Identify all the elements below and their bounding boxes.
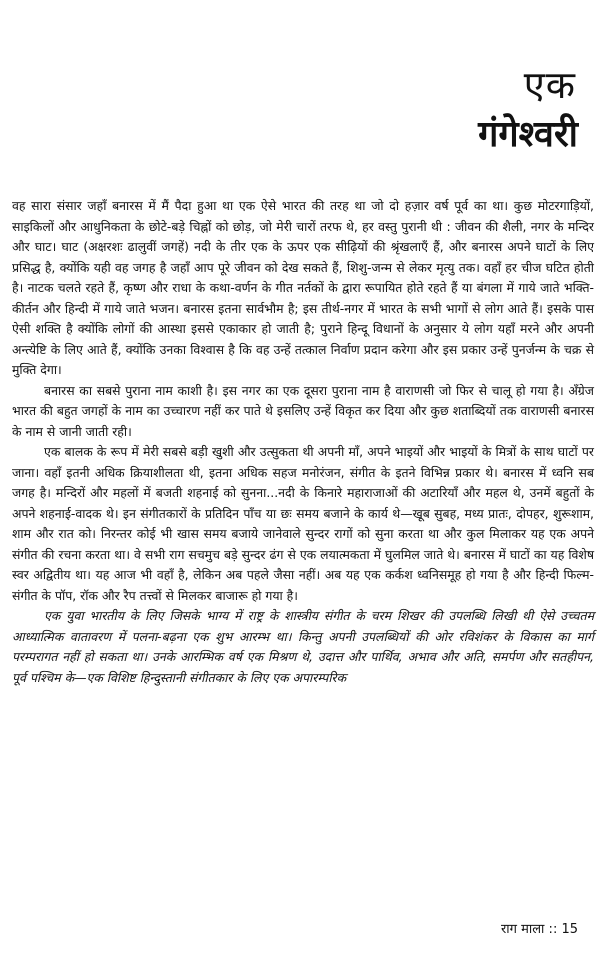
chapter-number: एक	[523, 63, 576, 107]
paragraph-4: एक युवा भारतीय के लिए जिसके भाग्य में राष्ट्र के शास्त्रीय संगीत के चरम शिखर की उपलब्धि लिखी थी ऐसे उच्चतम आध्यात्मिक वातावरण में पलना-बढ़ना एक शुभ आरम्भ था। किन्तु अपनी उपलब्धियों की ओर रविशंकर के विकास का मार्ग परम्परागत नहीं हो सकता था। उनके आरम्भिक वर्ष एक मिश्रण थे, उदात्त और पार्थिव, अभाव और अति, समर्पण और सतहीपन, पूर्व पश्चिम के—एक विशिष्ट हिन्दुस्तानी संगीतकार के लिए एक अपारम्परिक	[12, 608, 594, 685]
page-footer: राग माला :: 15	[500, 922, 578, 937]
body-text	[12, 196, 594, 688]
paragraph-2: बनारस का सबसे पुराना नाम काशी है। इस नगर का एक दूसरा पुराना नाम है वाराणसी जो फिर से चालू हो गया है। अँग्रेज भारत की बहुत जगहों के नाम का उच्चारण नहीं कर पाते थे इसलिए उन्हें विकृत कर दिया और कुछ शताब्दियों तक वाराणसी बनारस के नाम से जानी जाती रही।	[12, 382, 594, 439]
chapter-title: गंगेश्वरी	[478, 114, 578, 155]
paragraph-1: वह सारा संसार जहाँ बनारस में मैं पैदा हुआ था एक ऐसे भारत की तरह था जो दो हज़ार वर्ष पूर्व का था। कुछ मोटरगाड़ियों, साइकिलों और आधुनिकता के छोटे-बड़े चिह्नों को छोड़, जो मेरी चारों तरफ थे, हर वस्तु पुरानी थी : जीवन की शैली, नगर के मन्दिर और घाट। घाट (अक्षरशः ढालुवीं जगहें) नदी के तीर एक के ऊपर एक सीढ़ियों की श्रृंखलाएँ हैं, और बनारस अपने घाटों के लिए प्रसिद्ध है, क्योंकि यही वह जगह है जहाँ आप पूरे जीवन को देख सकते हैं, शिशु-जन्म से लेकर मृत्यु तक। वहाँ हर चीज घटित होती है। नाटक चलते रहते हैं, कृष्ण और राधा के कथा-वर्णन के गीत नर्तकों के द्वारा रूपायित होते रहते हैं या बंगला में गाये जाते भक्ति-कीर्तन और हिन्दी में गाये जाते भजन। बनारस इतना सार्वभौम है; इस तीर्थ-नगर में भारत के सभी भागों से लोग आते हैं। इसके पास ऐसी शक्ति है क्योंकि लोगों की आस्था इससे एकाकार हो जाती है; पुराने हिन्दू विधानों के अनुसार ये लोग यहाँ मरने और अपनी अन्त्येष्टि के लिए आते हैं, क्योंकि उनका विश्वास है कि वह उन्हें तत्काल निर्वाण प्रदान करेगा और इस प्रकार उन्हें पुनर्जन्म के चक्र से मुक्ति देगा।	[12, 198, 594, 377]
paragraph-3: एक बालक के रूप में मेरी सबसे बड़ी खुशी और उत्सुकता थी अपनी माँ, अपने भाइयों और भाइयों के मित्रों के साथ घाटों पर जाना। वहाँ इतनी अधिक क्रियाशीलता थी, इतना अधिक सहज मनोरंजन, संगीत के इतने विभिन्न प्रकार थे। बनारस में ध्वनि सब जगह है। मन्दिरों और महलों में बजती शहनाई को सुनना...नदी के किनारे महाराजाओं की अटारियाँ और महल थे, उनमें बहुतों के अपने शहनाई-वादक थे। इन संगीतकारों के प्रतिदिन पाँच या छः समय बजाने के कार्य थे—खूब सुबह, मध्य प्रातः, दोपहर, शुरूशाम, शाम और रात को। निरन्तर कोई भी खास समय बजाये जानेवाले सुन्दर रागों को सुना करता था और कुल मिलाकर यह एक अपने संगीत की रचना करता था। वे सभी राग सचमुच बड़े सुन्दर ढंग से एक लयात्मकता में घुलमिल जाते थे। बनारस में घाटों का यह विशेष स्वर अद्वितीय था। यह आज भी वहाँ है, लेकिन अब पहले जैसा नहीं। अब यह एक कर्कश ध्वनिसमूह हो गया है और हिन्दी फिल्म-संगीत के पॉप, रॉक और रैप तत्त्वों से मिलकर बाजारू हो गया है।	[12, 444, 594, 603]
